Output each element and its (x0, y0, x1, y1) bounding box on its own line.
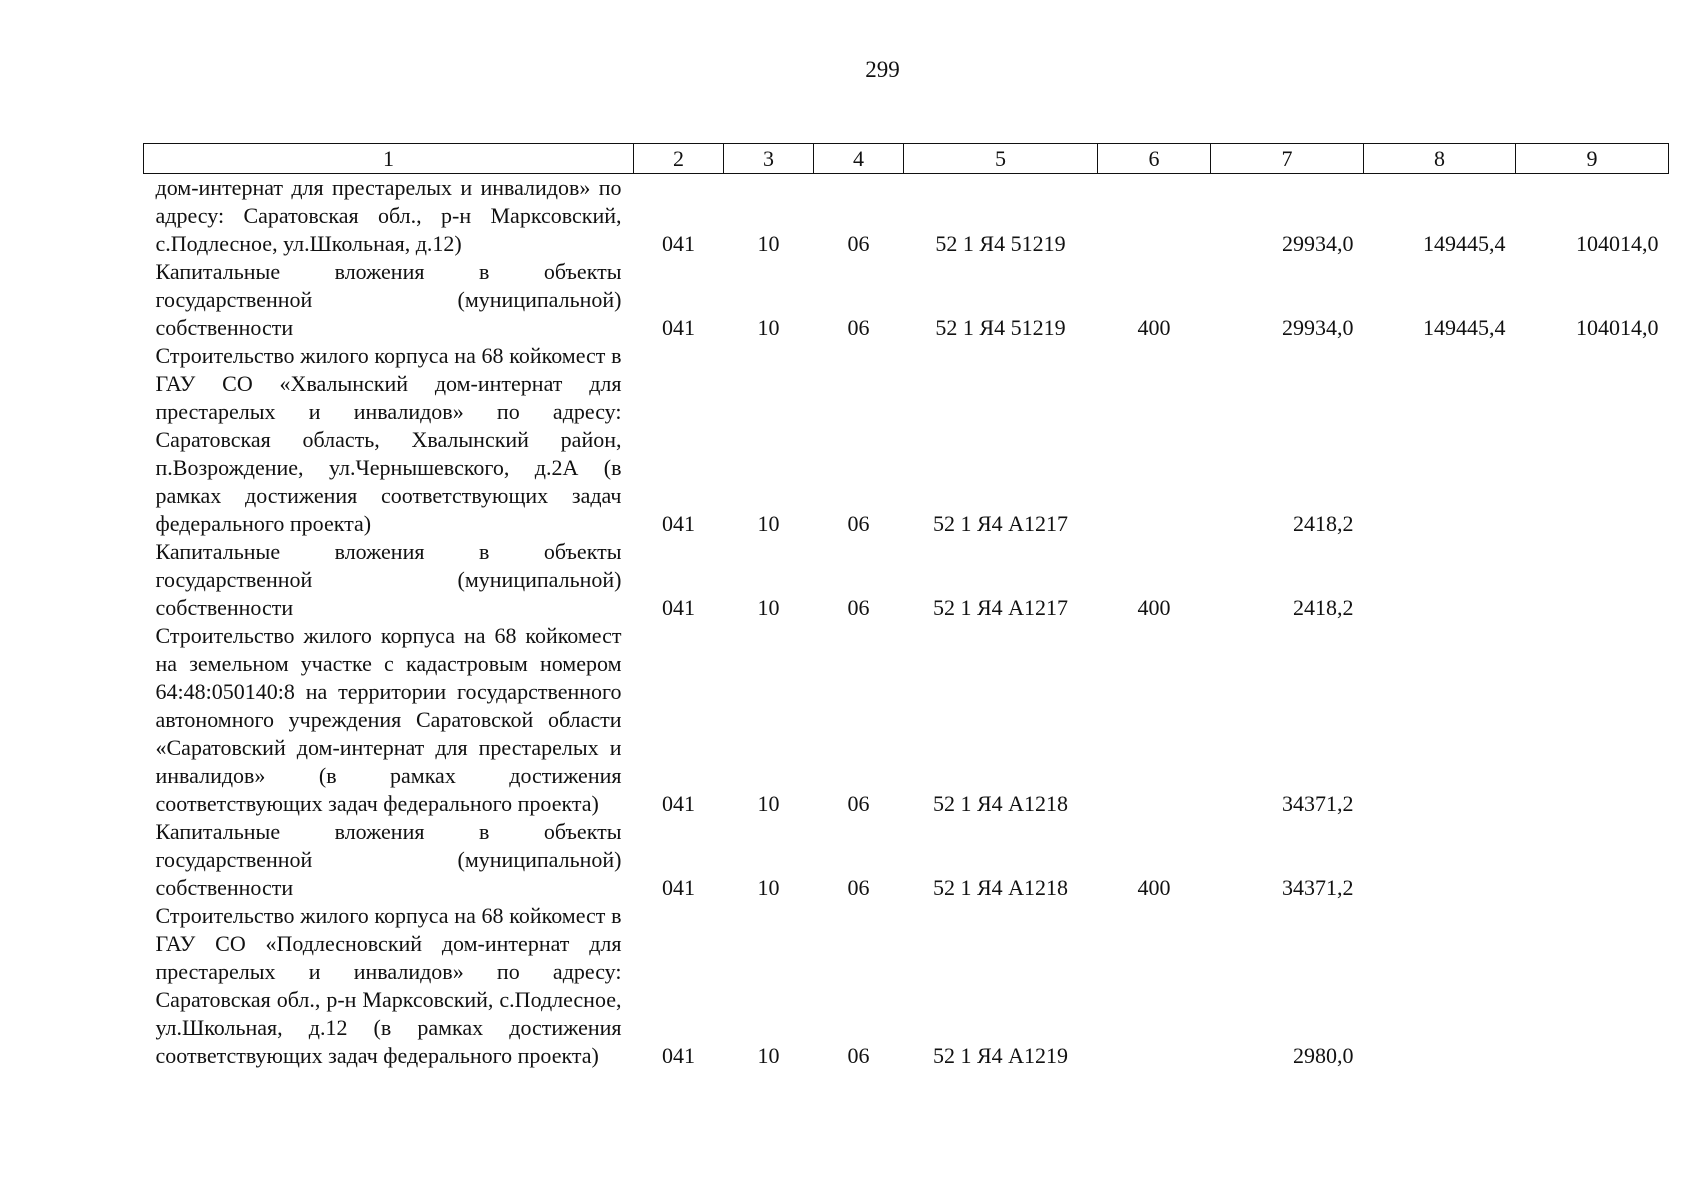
subsection-code-cell: 06 (847, 511, 870, 536)
column-header-2: 2 (634, 144, 724, 174)
page-number: 299 (865, 57, 900, 82)
column-number-header-row (144, 144, 1669, 174)
column-header-1: 1 (144, 144, 634, 174)
row-name-cell: Строительство жилого корпуса на 68 койкомест на земельном участке с кадастровым номером 64:48:050140:8 на территории государственного автономного учреждения Саратовской области «Саратовский дом-интернат для престарелых и инвалидов» (в рамках достижения соответствующих задач федерального проекта) (155, 623, 622, 816)
amount-col9-cell (1516, 818, 1669, 902)
amount-col9-cell (1516, 622, 1669, 818)
amount-col7-cell: 29934,0 (1282, 231, 1354, 256)
column-header-3: 3 (724, 144, 814, 174)
subsection-code-cell: 06 (847, 595, 870, 620)
expense-type-cell: 400 (1137, 595, 1171, 620)
column-header-5: 5 (904, 144, 1098, 174)
amount-col8-cell (1364, 902, 1516, 1070)
target-item-cell: 52 1 Я4 51219 (935, 315, 1066, 340)
ministry-code-cell: 041 (662, 595, 695, 620)
section-code-cell: 10 (757, 875, 780, 900)
amount-col8-cell (1364, 818, 1516, 902)
ministry-code-cell: 041 (662, 791, 695, 816)
amount-col9-cell: 104014,0 (1576, 231, 1659, 256)
budget-table (143, 143, 1669, 1070)
expense-type-cell (1098, 174, 1211, 259)
ministry-code-cell: 041 (662, 315, 695, 340)
subsection-code-cell: 06 (847, 791, 870, 816)
subsection-code-cell: 06 (847, 875, 870, 900)
table-row (144, 342, 1669, 538)
row-name-cell: Капитальные вложения в объекты государственной (муниципальной) собственности (155, 259, 622, 340)
target-item-cell: 52 1 Я4 А1218 (932, 791, 1069, 816)
row-name-cell: дом-интернат для престарелых и инвалидов» по адресу: Саратовская обл., р-н Марксовский, с.Подлесное, ул.Школьная, д.12) (155, 175, 622, 256)
target-item-cell: 52 1 Я4 А1217 (932, 595, 1069, 620)
amount-col7-cell: 34371,2 (1282, 875, 1354, 900)
column-header-4: 4 (814, 144, 904, 174)
target-item-cell: 52 1 Я4 А1219 (932, 1043, 1069, 1068)
amount-col8-cell: 149445,4 (1423, 231, 1506, 256)
amount-col7-cell: 29934,0 (1282, 315, 1354, 340)
section-code-cell: 10 (757, 1043, 780, 1068)
amount-col9-cell (1516, 902, 1669, 1070)
expense-type-cell (1098, 622, 1211, 818)
section-code-cell: 10 (757, 595, 780, 620)
amount-col7-cell: 2418,2 (1293, 595, 1354, 620)
subsection-code-cell: 06 (847, 315, 870, 340)
target-item-cell: 52 1 Я4 51219 (935, 231, 1066, 256)
column-header-9: 9 (1516, 144, 1669, 174)
amount-col8-cell: 149445,4 (1423, 315, 1506, 340)
expense-type-cell: 400 (1137, 315, 1171, 340)
section-code-cell: 10 (757, 315, 780, 340)
column-header-8: 8 (1364, 144, 1516, 174)
ministry-code-cell: 041 (662, 1043, 695, 1068)
ministry-code-cell: 041 (662, 511, 695, 536)
expense-type-cell (1098, 342, 1211, 538)
ministry-code-cell: 041 (662, 875, 695, 900)
target-item-cell: 52 1 Я4 А1218 (932, 875, 1069, 900)
row-name-cell: Капитальные вложения в объекты государственной (муниципальной) собственности (155, 539, 622, 620)
column-header-7: 7 (1211, 144, 1364, 174)
table-row (144, 622, 1669, 818)
section-code-cell: 10 (757, 511, 780, 536)
amount-col7-cell: 2418,2 (1293, 511, 1354, 536)
row-name-cell: Капитальные вложения в объекты государственной (муниципальной) собственности (155, 819, 622, 900)
target-item-cell: 52 1 Я4 А1217 (932, 511, 1069, 536)
expense-type-cell (1098, 902, 1211, 1070)
expense-type-cell: 400 (1137, 875, 1171, 900)
amount-col8-cell (1364, 342, 1516, 538)
section-code-cell: 10 (757, 231, 780, 256)
column-header-6: 6 (1098, 144, 1211, 174)
row-name-cell: Строительство жилого корпуса на 68 койкомест в ГАУ СО «Подлесновский дом-интернат для престарелых и инвалидов» по адресу: Саратовская обл., р-н Марксовский, с.Подлесное, ул.Школьная, д.12 (в рамках достижения соответствующих задач федерального проекта) (155, 903, 622, 1068)
amount-col9-cell (1516, 538, 1669, 622)
subsection-code-cell: 06 (847, 231, 870, 256)
row-name-cell: Строительство жилого корпуса на 68 койкомест в ГАУ СО «Хвалынский дом-интернат для престарелых и инвалидов» по адресу: Саратовская область, Хвалынский район, п.Возрождение, ул.Чернышевского, д.2А (в рамках достижения соответствующих задач федерального проекта) (155, 343, 622, 536)
section-code-cell: 10 (757, 791, 780, 816)
amount-col9-cell (1516, 342, 1669, 538)
table-row (144, 258, 1669, 342)
table-row (144, 174, 1669, 259)
budget-table-container (143, 143, 1668, 1070)
table-row (144, 818, 1669, 902)
amount-col8-cell (1364, 622, 1516, 818)
amount-col8-cell (1364, 538, 1516, 622)
ministry-code-cell: 041 (662, 231, 695, 256)
table-row (144, 902, 1669, 1070)
amount-col9-cell: 104014,0 (1576, 315, 1659, 340)
amount-col7-cell: 34371,2 (1282, 791, 1354, 816)
amount-col7-cell: 2980,0 (1293, 1043, 1354, 1068)
subsection-code-cell: 06 (847, 1043, 870, 1068)
table-row (144, 538, 1669, 622)
